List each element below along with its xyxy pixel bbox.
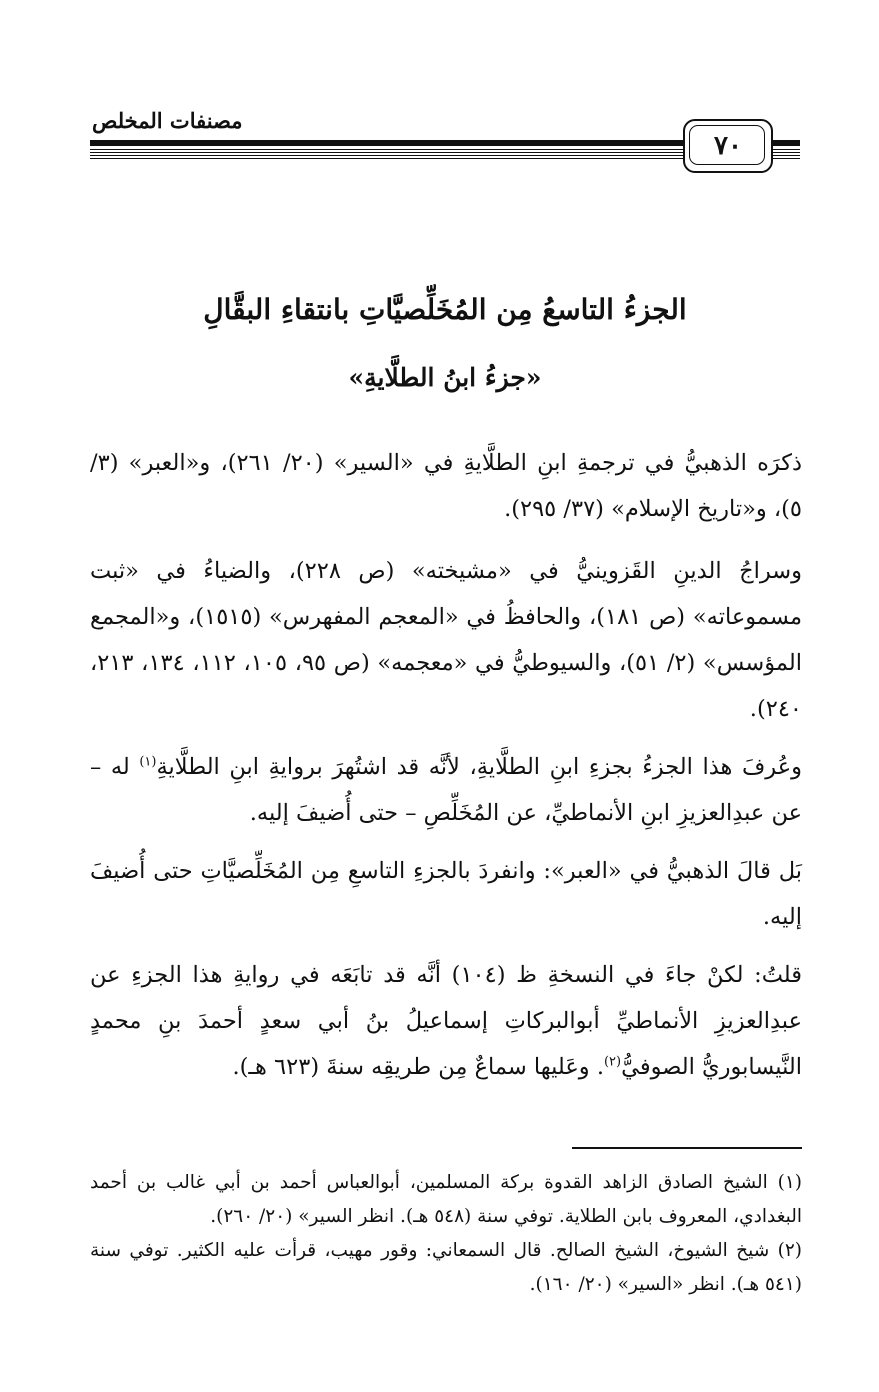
paragraph-text: . وعَليها سماعٌ مِن طريقِه سنةَ (٦٢٣ هـ). xyxy=(232,1054,604,1080)
running-title xyxy=(92,108,272,133)
paragraph: بَل قالَ الذهبيُّ في «العبر»: وانفردَ بالجزءِ التاسعِ مِن المُخَلِّصيَّاتِ حتى أُضيفَ إليه. xyxy=(90,858,802,930)
paragraph: ذكرَه الذهبيُّ في ترجمةِ ابنِ الطلَّايةِ في «السير» (٢٠/ ٢٦١)، و«العبر» (٣/ ٥)، و«تاريخ الإسلام» (٣٧/ ٢٩٥). xyxy=(90,450,802,522)
chapter-subtitle: «جزءُ ابنُ الطلَّايةِ» xyxy=(348,363,542,392)
footnote: (٢) شيخ الشيوخ، الشيخ الصالح. قال السمعاني: وقور مهيب، قرأت عليه الكثير. توفي سنة (٥٤١ هـ). انظر «السير» (٢٠/ ١٦٠). xyxy=(90,1240,802,1295)
chapter-title: الجزءُ التاسعُ مِن المُخَلِّصيَّاتِ بانتقاءِ البقَّالِ xyxy=(203,293,687,326)
footnote: (١) الشيخ الصادق الزاهد القدوة بركة المسلمين، أبوالعباس أحمد بن أبي غالب بن أحمد البغدادي، المعروف بابن الطلاية. توفي سنة (٥٤٨ هـ). انظر السير» (٢٠/ ٢٦٠). xyxy=(90,1172,802,1227)
footnote-separator xyxy=(572,1147,802,1149)
footnotes xyxy=(90,1166,802,1302)
main-text xyxy=(90,440,802,1102)
paragraph-text: وعُرفَ هذا الجزءُ بجزءِ ابنِ الطلَّايةِ، لأنَّه قد اشتُهرَ بروايةِ ابنِ الطلَّايةِ xyxy=(156,754,802,780)
paragraph xyxy=(90,744,802,836)
page-number-text: ٧٠ xyxy=(714,131,742,161)
page-number-frame xyxy=(689,125,765,165)
footnote-ref[interactable]: (٢) xyxy=(603,1054,622,1070)
paragraph-text: قلتُ: لكنْ جاءَ في النسخةِ ظ (١٠٤) أنَّه قد تابَعَه في روايةِ هذا الجزءِ عن عبدِالعزيزِ الأنماطيِّ أبوالبركاتِ إسماعيلُ بنُ أبي سعدٍ أحمدَ بنِ محمدٍ النَّيسابوريُّ الصوفيُّ xyxy=(90,962,803,1080)
running-title-text: مصنفات المخلص xyxy=(92,108,243,133)
footnote-ref[interactable]: (١) xyxy=(139,754,157,770)
paragraph: وسراجُ الدينِ القَزوينيُّ في «مشيخته» (ص ٢٢٨)، والضياءُ في «ثبت مسموعاته» (ص ١٨١)، والحافظُ في «المعجم المفهرس» (١٥١٥)، و«المجمع المؤسس» (٢/ ٥١)، والسيوطيُّ في «معجمه» (ص ٩٥، ١٠٥، ١١٢، ١٣٤، ٢١٣، ٢٤٠). xyxy=(90,558,802,722)
paragraph-text: له – عن عبدِالعزيزِ ابنِ الأنماطيِّ، عن المُخَلِّصِ – حتى أُضيفَ إليه. xyxy=(90,754,802,826)
paragraph xyxy=(90,952,802,1090)
running-header xyxy=(0,0,879,180)
